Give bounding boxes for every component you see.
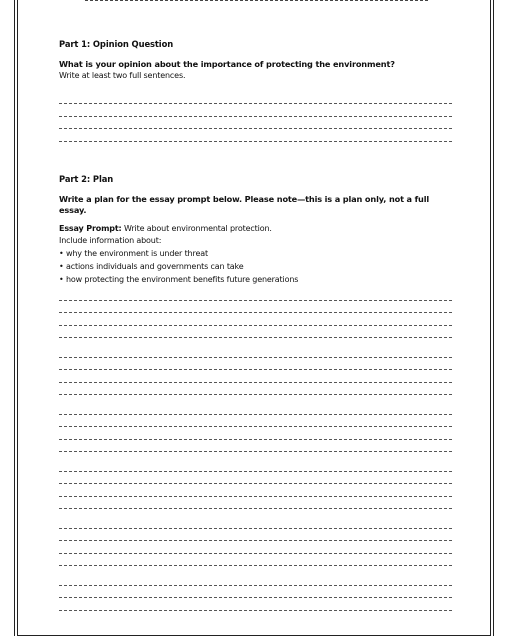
answer-line[interactable] (59, 358, 452, 371)
line-group-gap (59, 509, 452, 516)
answer-line[interactable] (59, 383, 452, 396)
part1-instruction: Write at least two full sentences. (59, 71, 186, 80)
part2-answer-lines (59, 288, 452, 611)
top-divider (85, 0, 428, 1)
include-label: Include information about: (59, 236, 162, 246)
answer-line[interactable] (59, 472, 452, 485)
answer-line[interactable] (59, 117, 452, 130)
answer-line[interactable] (59, 573, 452, 586)
line-group-gap (59, 566, 452, 573)
answer-line[interactable] (59, 402, 452, 415)
bullet-item: • how protecting the environment benefits future generations (59, 274, 299, 284)
answer-line[interactable] (59, 301, 452, 314)
answer-line[interactable] (59, 484, 452, 497)
answer-line[interactable] (59, 427, 452, 440)
answer-line[interactable] (59, 541, 452, 554)
essay-prompt (59, 223, 452, 236)
line-group-gap (59, 395, 452, 402)
bullet-item: • why the environment is under threat (59, 249, 208, 259)
answer-line[interactable] (59, 326, 452, 339)
answer-line[interactable] (59, 104, 452, 117)
answer-line[interactable] (59, 516, 452, 529)
answer-line[interactable] (59, 288, 452, 301)
part1-question: What is your opinion about the importance of protecting the environment? (59, 59, 395, 69)
worksheet-content (59, 39, 452, 611)
line-group-gap (59, 452, 452, 459)
part2-heading: Part 2: Plan (59, 173, 114, 184)
answer-line[interactable] (59, 370, 452, 383)
part1-answer-lines (59, 92, 452, 142)
answer-line[interactable] (59, 586, 452, 599)
part1-heading: Part 1: Opinion Question (59, 39, 174, 49)
answer-line[interactable] (59, 129, 452, 142)
answer-line[interactable] (59, 440, 452, 453)
essay-prompt-label: Essay Prompt: (59, 223, 122, 233)
part2-instruction: Write a plan for the essay prompt below. Please note—this is a plan only, not a full essay. (59, 193, 430, 215)
answer-line[interactable] (59, 92, 452, 105)
line-group-gap (59, 338, 452, 345)
answer-line[interactable] (59, 554, 452, 567)
answer-line[interactable] (59, 415, 452, 428)
answer-line[interactable] (59, 459, 452, 472)
answer-line[interactable] (59, 497, 452, 510)
answer-line[interactable] (59, 529, 452, 542)
bullet-item: • actions individuals and governments can take (59, 261, 244, 271)
answer-line[interactable] (59, 598, 452, 611)
answer-line[interactable] (59, 313, 452, 326)
essay-prompt-text: Write about environmental protection. (121, 223, 272, 233)
answer-line[interactable] (59, 345, 452, 358)
